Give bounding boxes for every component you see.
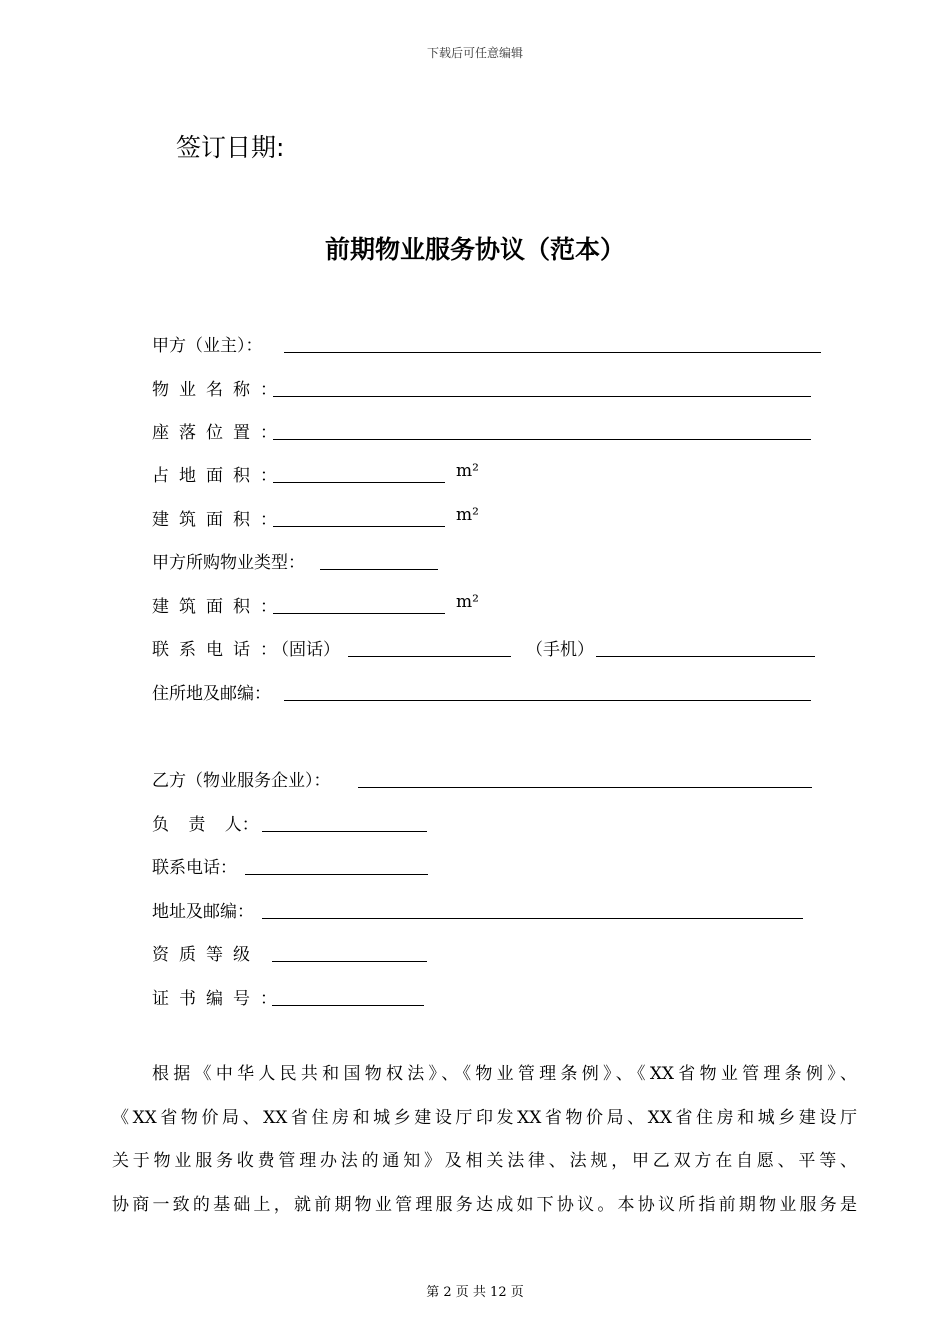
building-area-blank[interactable]	[273, 526, 445, 527]
paragraph-line: 关于物业服务收费管理办法的通知》及相关法律、法规，甲乙双方在自愿、平等、	[112, 1151, 857, 1171]
paragraph-line: 协商一致的基础上，就前期物业管理服务达成如下协议。本协议所指前期物业服务是	[112, 1194, 857, 1215]
grade-blank[interactable]	[272, 961, 427, 962]
agreement-paragraph	[112, 1053, 857, 1227]
person-blank[interactable]	[262, 831, 427, 832]
company-blank[interactable]	[358, 787, 812, 788]
sign-date-label: 签订日期:	[176, 133, 285, 162]
address-label: 住所地及邮编：	[152, 684, 271, 704]
person-label: 负 责 人：	[152, 815, 259, 835]
owner-blank[interactable]	[284, 352, 821, 353]
company-address-blank[interactable]	[262, 918, 803, 919]
building-area-unit: m²	[456, 505, 479, 525]
property-name-label: 物业名称：	[152, 380, 287, 400]
company-label: 乙方（物业服务企业）：	[152, 771, 331, 791]
cert-label: 证书编号：	[152, 989, 287, 1009]
location-blank[interactable]	[273, 439, 811, 440]
company-phone-blank[interactable]	[245, 874, 428, 875]
phone-label: 联系电话：	[152, 640, 287, 660]
property-name-blank[interactable]	[273, 396, 811, 397]
location-label: 座落位置：	[152, 423, 287, 443]
paragraph-line: 根据《中华人民共和国物权法》、《物业管理条例》、《XX省物业管理条例》、	[152, 1064, 857, 1084]
address-blank[interactable]	[284, 700, 811, 701]
page-footer: 第 2 页 共 12 页	[426, 1285, 524, 1300]
building-area-blank-2[interactable]	[273, 613, 445, 614]
mobile-label: （手机）	[526, 640, 594, 660]
company-address-label: 地址及邮编：	[152, 902, 254, 922]
land-area-unit: m²	[456, 461, 479, 481]
company-phone-label: 联系电话：	[152, 858, 237, 878]
mobile-blank[interactable]	[596, 656, 815, 657]
owner-label: 甲方（业主）：	[152, 336, 263, 356]
header-note: 下载后可任意编辑	[426, 46, 523, 60]
landline-blank[interactable]	[348, 656, 511, 657]
building-area-unit-2: m²	[456, 592, 479, 612]
document-title: 前期物业服务协议（范本）	[324, 235, 625, 264]
purchase-type-blank[interactable]	[320, 569, 438, 570]
building-area-label: 建筑面积：	[152, 510, 287, 530]
paragraph-line: 《XX省物价局、XX省住房和城乡建设厅印发XX省物价局、XX省住房和城乡建设厅	[112, 1107, 857, 1128]
building-area-label-2: 建筑面积：	[152, 597, 287, 617]
purchase-type-label: 甲方所购物业类型：	[152, 553, 305, 573]
grade-label: 资质等级	[152, 945, 260, 965]
land-area-label: 占地面积：	[152, 466, 287, 486]
land-area-blank[interactable]	[273, 482, 445, 483]
cert-blank[interactable]	[272, 1005, 424, 1006]
landline-label: （固话）	[272, 640, 340, 660]
